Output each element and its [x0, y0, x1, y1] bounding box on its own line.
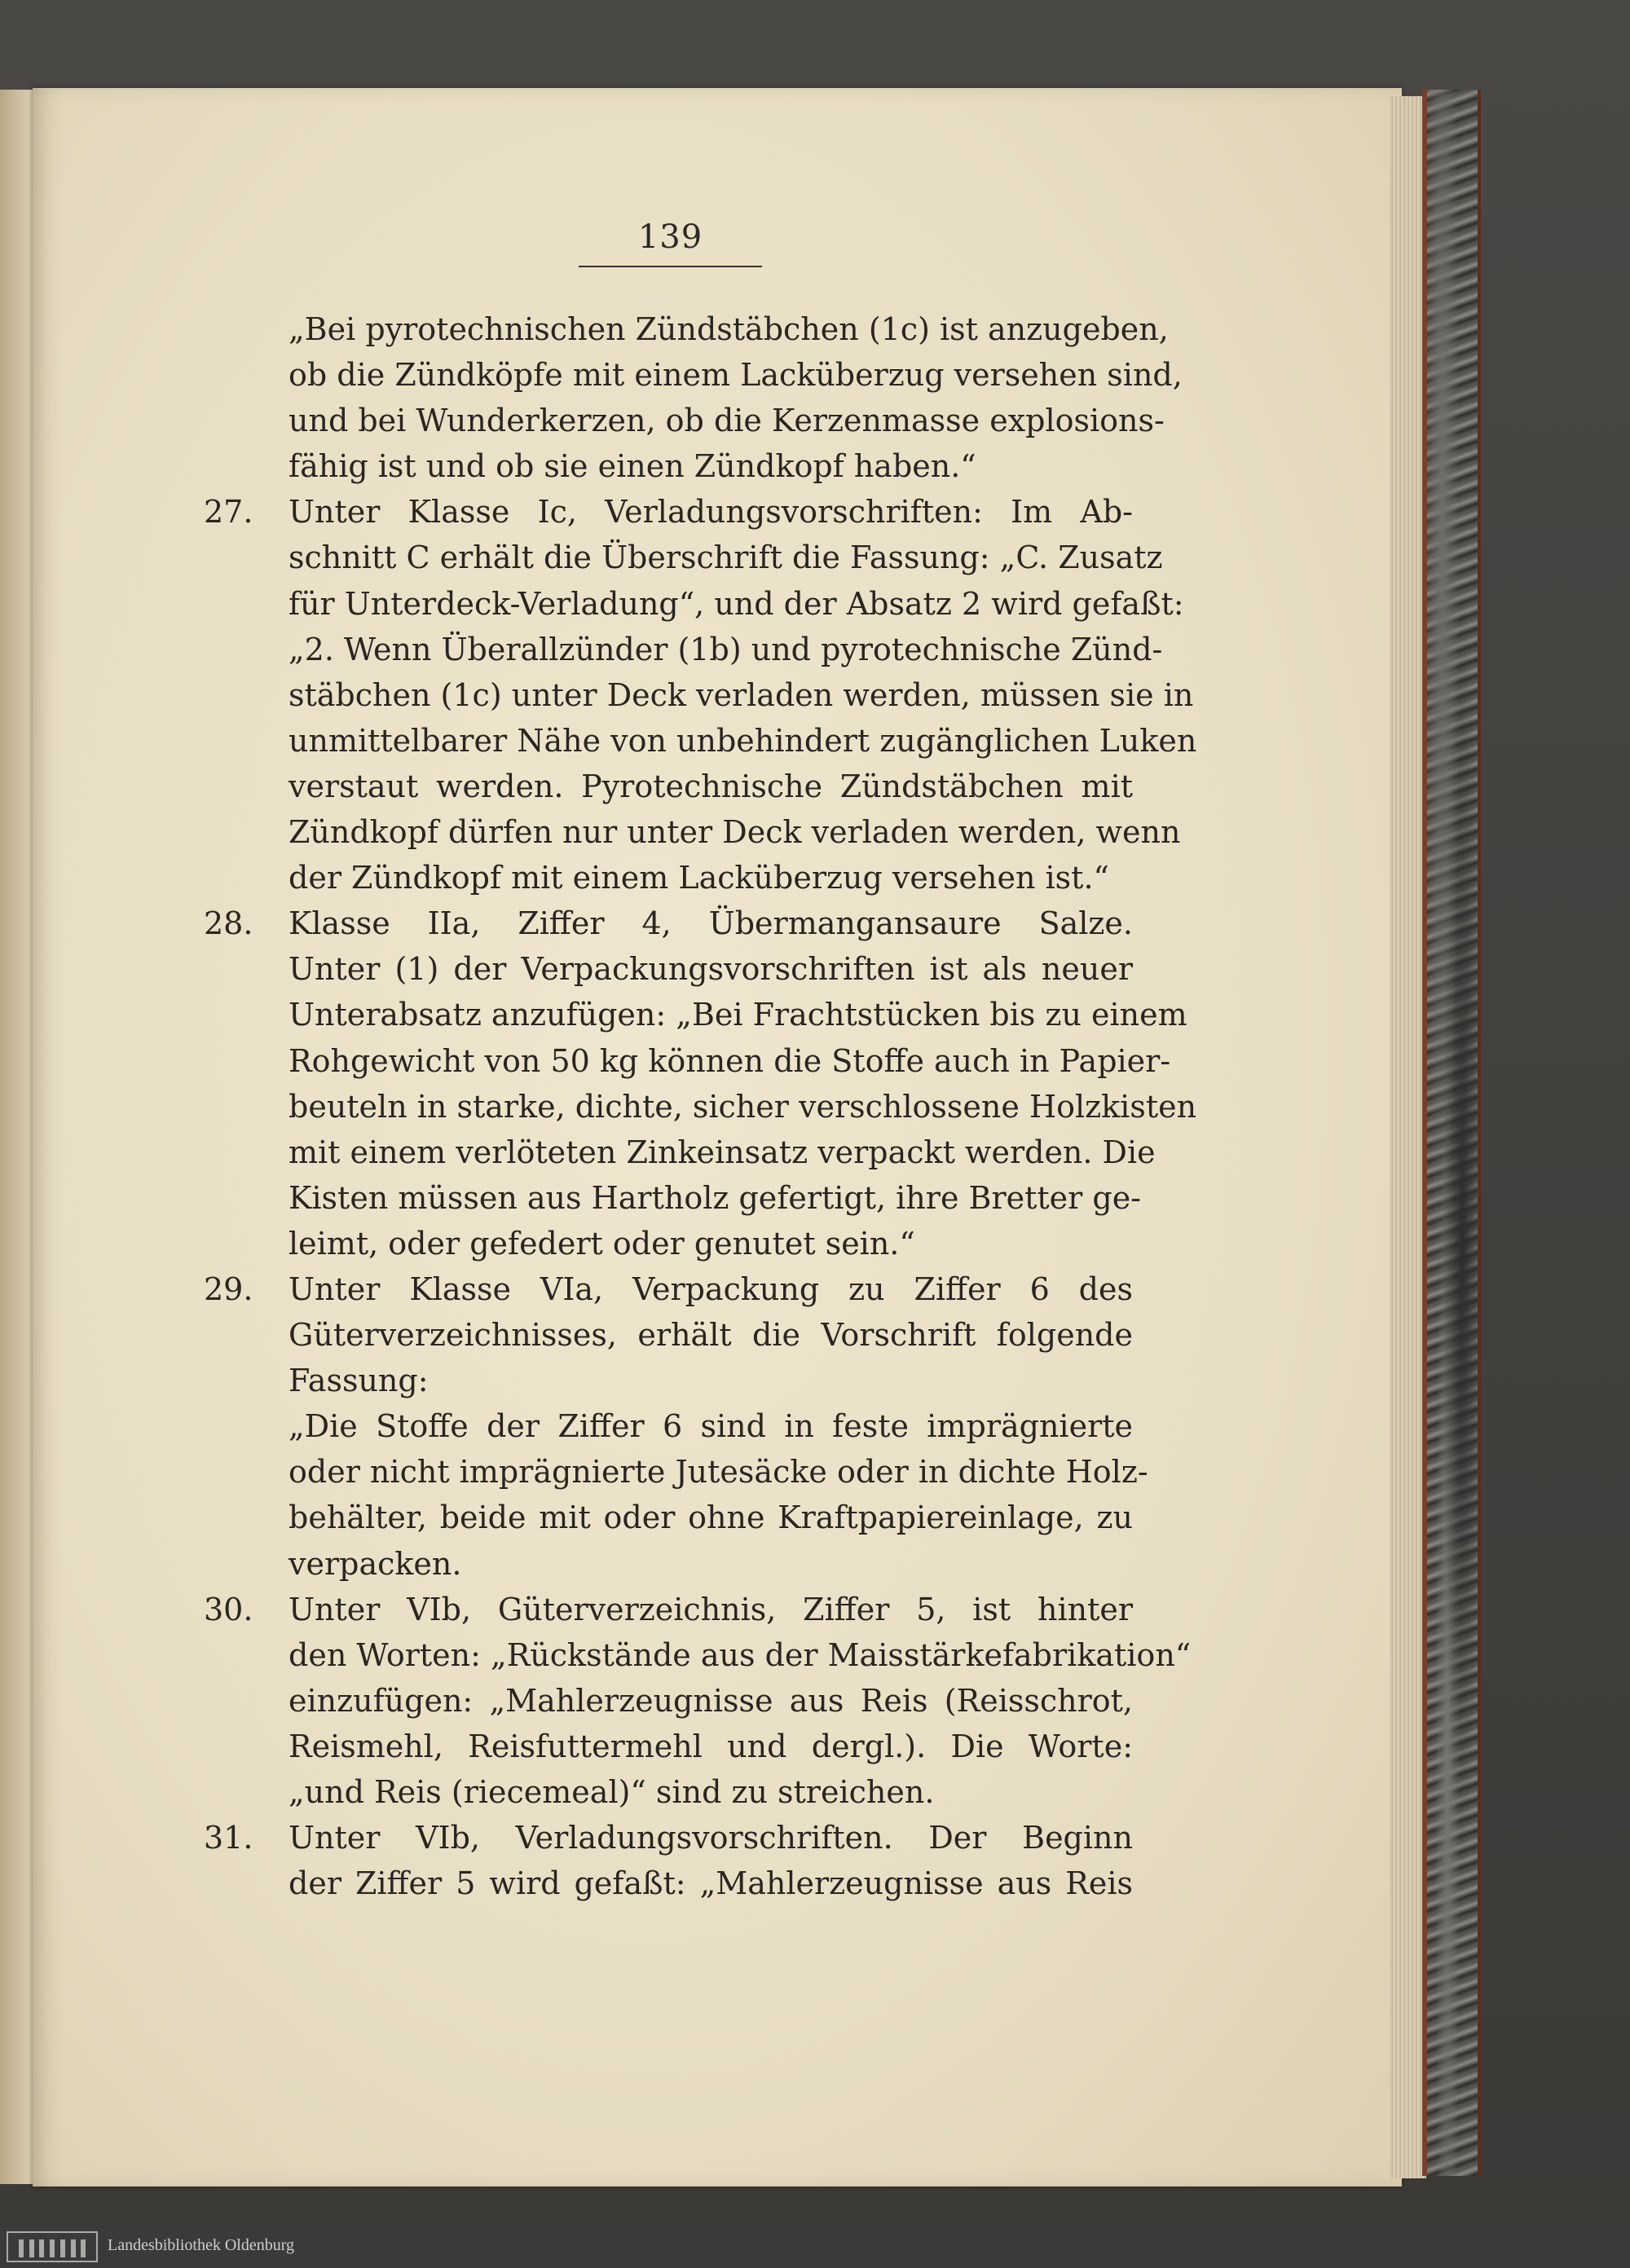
line-text: Unter VIb, Güterverzeichnis, Ziffer 5, ist hinter — [289, 1591, 1133, 1627]
text-line — [204, 764, 1133, 809]
text-line — [204, 1724, 1133, 1769]
line-text: schnitt C erhält die Überschrift die Fassung: „C. Zusatz — [289, 539, 1163, 576]
header-rule — [579, 266, 762, 267]
text-line — [204, 718, 1197, 764]
line-text: fähig ist und ob sie einen Zündkopf haben.“ — [289, 448, 976, 485]
line-text: Klasse IIa, Ziffer 4, Übermangansaure Salze. — [289, 905, 1133, 942]
line-text: Unter Klasse Ic, Verladungsvorschriften: Im Ab- — [289, 494, 1133, 531]
line-text: beuteln in starke, dichte, sicher verschlossene Holzkisten — [289, 1088, 1197, 1125]
library-building-icon — [7, 2231, 98, 2262]
library-name: Landesbibliothek Oldenburg — [108, 2236, 295, 2254]
text-line — [204, 855, 1133, 901]
line-text: oder nicht imprägnierte Jutesäcke oder in dichte Holz- — [289, 1454, 1148, 1491]
line-text: verpacken. — [289, 1545, 462, 1582]
item-number: 31. — [204, 1820, 253, 1856]
page-edges — [1390, 96, 1426, 2178]
line-text: Unterabsatz anzufügen: „Bei Frachtstücken bis zu einem — [289, 997, 1187, 1033]
text-line — [204, 352, 1183, 398]
text-line — [204, 489, 1133, 535]
text-line — [204, 1221, 1133, 1266]
text-line — [204, 1038, 1171, 1084]
item-number: 30. — [204, 1591, 253, 1627]
line-text: Reismehl, Reisfuttermehl und dergl.). Die Worte: — [289, 1728, 1133, 1764]
text-line — [204, 1130, 1156, 1175]
line-text: unmittelbarer Nähe von unbehindert zugänglichen Luken — [289, 722, 1197, 759]
line-text: Unter Klasse VIa, Verpackung zu Ziffer 6 des — [289, 1271, 1133, 1307]
line-text: Unter (1) der Verpackungsvorschriften ist als neuer — [289, 951, 1133, 988]
line-text: der Ziffer 5 wird gefaßt: „Mahlerzeugnisse aus Reis — [289, 1865, 1133, 1902]
line-text: einzufügen: „Mahlerzeugnisse aus Reis (Reisschrot, — [289, 1682, 1133, 1719]
line-text: leimt, oder gefedert oder genutet sein.“ — [289, 1225, 915, 1262]
line-text: der Zündkopf mit einem Lacküberzug versehen ist.“ — [289, 860, 1109, 896]
line-text: den Worten: „Rückstände aus der Maisstärkefabrikation“ — [289, 1636, 1192, 1673]
line-text: „Bei pyrotechnischen Zündstäbchen (1c) ist anzugeben, — [289, 311, 1169, 347]
text-line — [204, 398, 1165, 443]
text-line — [204, 306, 1169, 352]
text-line — [204, 992, 1187, 1037]
line-text: Fassung: — [289, 1363, 429, 1399]
text-line — [204, 1449, 1148, 1495]
text-line — [204, 1541, 1133, 1587]
text-line — [204, 1084, 1197, 1130]
line-text: und bei Wunderkerzen, ob die Kerzenmasse explosions- — [289, 403, 1165, 439]
text-line — [204, 946, 1133, 992]
item-number: 28. — [204, 905, 253, 942]
text-line — [204, 1358, 1133, 1403]
line-text: Rohgewicht von 50 kg können die Stoffe auch in Papier- — [289, 1042, 1171, 1079]
line-text: Unter VIb, Verladungsvorschriften. Der Beginn — [289, 1820, 1133, 1856]
marbled-cover — [1422, 90, 1481, 2176]
text-line — [204, 672, 1194, 718]
text-line — [204, 1861, 1133, 1906]
text-line — [204, 1632, 1192, 1678]
line-text: verstaut werden. Pyrotechnische Zündstäbchen mit — [289, 768, 1133, 804]
line-text: „2. Wenn Überallzünder (1b) und pyrotechnische Zünd- — [289, 631, 1163, 667]
text-line — [204, 1678, 1133, 1724]
item-number: 27. — [204, 494, 253, 531]
page-number: 139 — [637, 218, 703, 256]
line-text: Güterverzeichnisses, erhält die Vorschrift folgende — [289, 1317, 1133, 1354]
line-text: mit einem verlöteten Zinkeinsatz verpackt werden. Die — [289, 1134, 1156, 1170]
line-text: ob die Zündköpfe mit einem Lacküberzug versehen sind, — [289, 357, 1183, 394]
text-line — [204, 535, 1163, 580]
text-line — [204, 1587, 1133, 1632]
line-text: behälter, beide mit oder ohne Kraftpapiereinlage, zu — [289, 1500, 1133, 1536]
footer-bar — [0, 2225, 1630, 2268]
text-line — [204, 1815, 1133, 1861]
text-line — [204, 1312, 1133, 1358]
text-line — [204, 1266, 1133, 1312]
item-number: 29. — [204, 1271, 253, 1307]
line-text: Kisten müssen aus Hartholz gefertigt, ihre Bretter ge- — [289, 1179, 1142, 1216]
text-line — [204, 1769, 1133, 1815]
line-text: für Unterdeck-Verladung“, und der Absatz 2 wird gefaßt: — [289, 585, 1184, 622]
text-line — [204, 1175, 1142, 1221]
line-text: Zündkopf dürfen nur unter Deck verladen werden, wenn — [289, 814, 1181, 851]
text-line — [204, 809, 1181, 855]
text-line — [204, 627, 1163, 672]
text-line — [204, 443, 1133, 489]
text-line — [204, 1495, 1133, 1540]
text-line — [204, 1403, 1133, 1449]
page-header — [579, 218, 762, 256]
text-line — [204, 901, 1133, 946]
line-text: stäbchen (1c) unter Deck verladen werden, müssen sie in — [289, 676, 1194, 713]
body-text — [204, 306, 1197, 1906]
text-line — [204, 581, 1184, 627]
line-text: „und Reis (riecemeal)“ sind zu streichen. — [289, 1774, 935, 1810]
line-text: „Die Stoffe der Ziffer 6 sind in feste imprägnierte — [289, 1408, 1133, 1445]
